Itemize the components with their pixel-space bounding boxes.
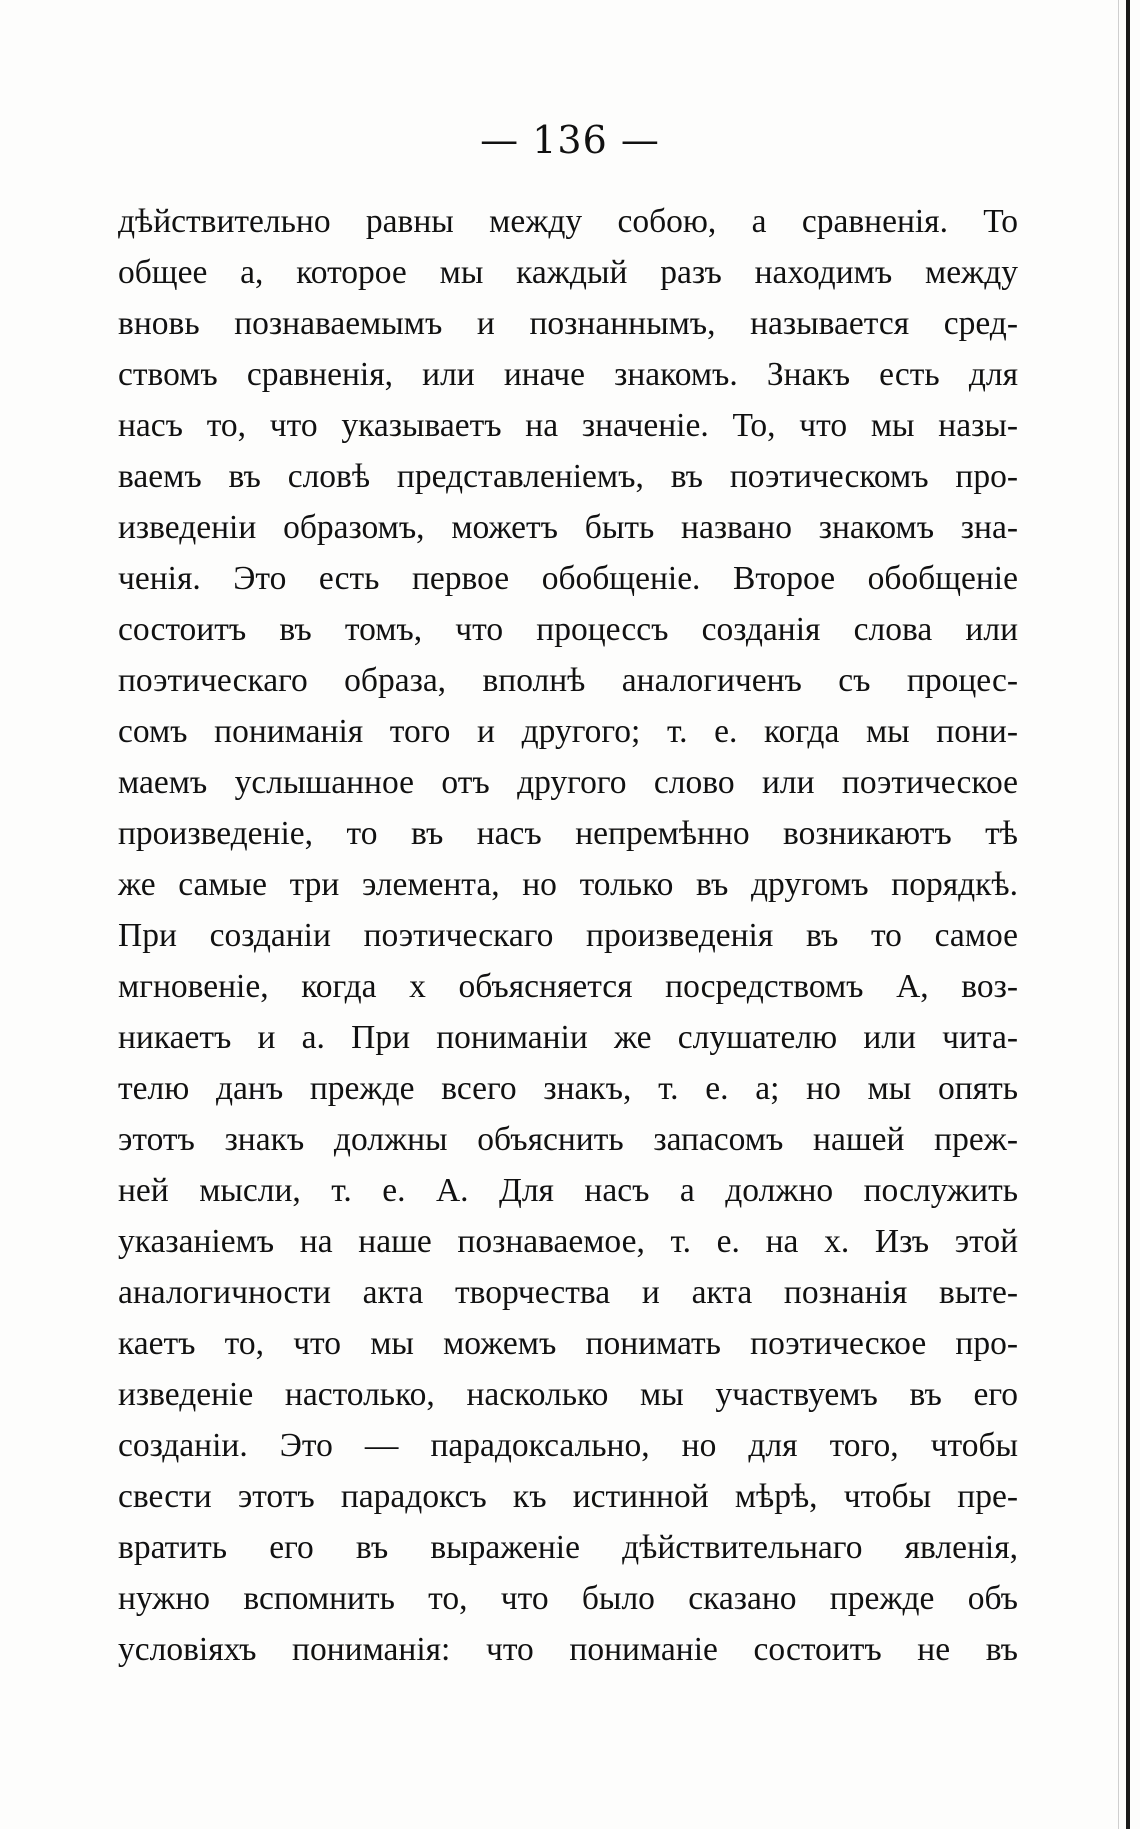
page-edge-shadow [1118,0,1119,1829]
text-line: При созданіи поэтическаго произведенія въ то самое [118,917,1018,954]
text-line: изведеніи образомъ, можетъ быть названо знакомъ зна- [118,509,1018,546]
text-line: каетъ то, что мы можемъ понимать поэтическое про- [118,1325,1018,1362]
body-text [118,196,1018,1675]
text-line: ней мысли, т. е. A. Для насъ a должно послужить [118,1172,1018,1209]
text-line: ченія. Это есть первое обобщеніе. Второе обобщеніе [118,560,1018,597]
text-line: созданіи. Это — парадоксально, но для того, чтобы [118,1427,1018,1464]
page-number: — 136 — [480,118,660,162]
text-line: условіяхъ пониманія: что пониманіе состоитъ не въ [118,1631,1018,1668]
text-line: ваемъ въ словѣ представленіемъ, въ поэтическомъ про- [118,458,1018,495]
text-line: дѣйствительно равны между собою, а сравненія. То [118,203,1018,240]
text-line: никаетъ и a. При пониманіи же слушателю или чита- [118,1019,1018,1056]
text-line: нужно вспомнить то, что было сказано прежде объ [118,1580,1018,1617]
text-line: поэтическаго образа, вполнѣ аналогиченъ съ процес- [118,662,1018,699]
text-line: вратить его въ выраженіе дѣйствительнаго явленія, [118,1529,1018,1566]
text-line: телю данъ прежде всего знакъ, т. е. a; но мы опять [118,1070,1018,1107]
text-line: сомъ пониманія того и другого; т. е. когда мы пони- [118,713,1018,750]
text-line: насъ то, что указываетъ на значеніе. То, что мы назы- [118,407,1018,444]
text-line: аналогичности акта творчества и акта познанія выте- [118,1274,1018,1311]
text-line: указаніемъ на наше познаваемое, т. е. на x. Изъ этой [118,1223,1018,1260]
text-line: маемъ услышанное отъ другого слово или поэтическое [118,764,1018,801]
text-line: произведеніе, то въ насъ непремѣнно возникаютъ тѣ [118,815,1018,852]
text-line: состоитъ въ томъ, что процессъ созданія слова или [118,611,1018,648]
text-line: вновь познаваемымъ и познаннымъ, называется сред- [118,305,1018,342]
text-line: общее а, которое мы каждый разъ находимъ между [118,254,1018,291]
text-line: свести этотъ парадоксъ къ истинной мѣрѣ, чтобы пре- [118,1478,1018,1515]
text-line: мгновеніе, когда x объясняется посредствомъ A, воз- [118,968,1018,1005]
page-edge-border [1126,0,1130,1829]
text-line: изведеніе настолько, насколько мы участвуемъ въ его [118,1376,1018,1413]
text-line: этотъ знакъ должны объяснить запасомъ нашей преж- [118,1121,1018,1158]
text-line: же самые три элемента, но только въ другомъ порядкѣ. [118,866,1018,903]
text-line: ствомъ сравненія, или иначе знакомъ. Знакъ есть для [118,356,1018,393]
